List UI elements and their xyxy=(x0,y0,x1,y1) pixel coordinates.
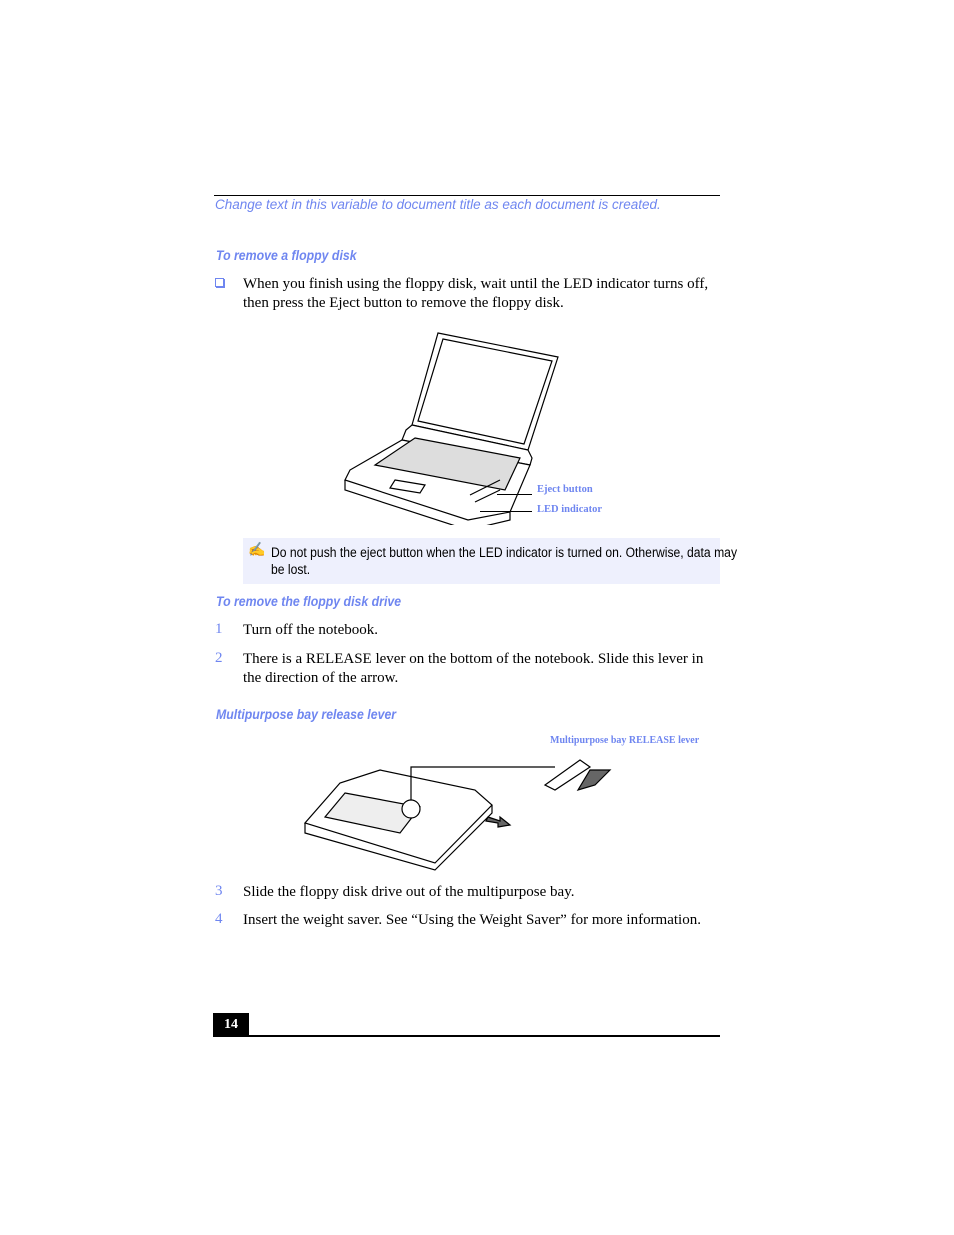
page-number: 14 xyxy=(213,1013,249,1036)
laptop-illustration xyxy=(340,330,570,525)
bullet-text: When you finish using the floppy disk, wait until the LED indicator turns off, then press the Eject button to remove the floppy disk. xyxy=(243,276,709,311)
section-heading-remove-floppy-disk: To remove a floppy disk xyxy=(216,247,357,263)
release-lever-callout: Multipurpose bay RELEASE lever xyxy=(550,735,700,746)
eject-button-callout: Eject button xyxy=(537,484,593,495)
led-leader-line xyxy=(480,511,532,512)
laptop-bottom-illustration xyxy=(300,755,620,875)
bullet-icon xyxy=(215,278,224,287)
step-number: 4 xyxy=(215,911,223,927)
step-number: 1 xyxy=(215,621,223,637)
step-text: Turn off the notebook. xyxy=(243,622,378,638)
document-title: Change text in this variable to document title as each document is created. xyxy=(215,197,661,212)
pencil-note-icon: ✍ xyxy=(248,543,266,558)
led-indicator-callout: LED indicator xyxy=(537,504,603,515)
header-rule xyxy=(214,195,720,196)
footer-rule xyxy=(213,1035,720,1037)
step-text: There is a RELEASE lever on the bottom of the notebook. Slide this lever in the direction of the arrow. xyxy=(243,651,704,686)
step-number: 3 xyxy=(215,883,223,899)
eject-leader-line xyxy=(497,494,532,495)
step-text: Insert the weight saver. See “Using the Weight Saver” for more information. xyxy=(243,912,701,928)
step-number: 2 xyxy=(215,650,223,666)
step-text: Slide the floppy disk drive out of the multipurpose bay. xyxy=(243,884,575,900)
section-heading-remove-floppy-drive: To remove the floppy disk drive xyxy=(216,593,402,609)
note-text: Do not push the eject button when the LED indicator is turned on. Otherwise, data may be lost. xyxy=(271,545,738,577)
figure-heading: Multipurpose bay release lever xyxy=(216,706,397,722)
